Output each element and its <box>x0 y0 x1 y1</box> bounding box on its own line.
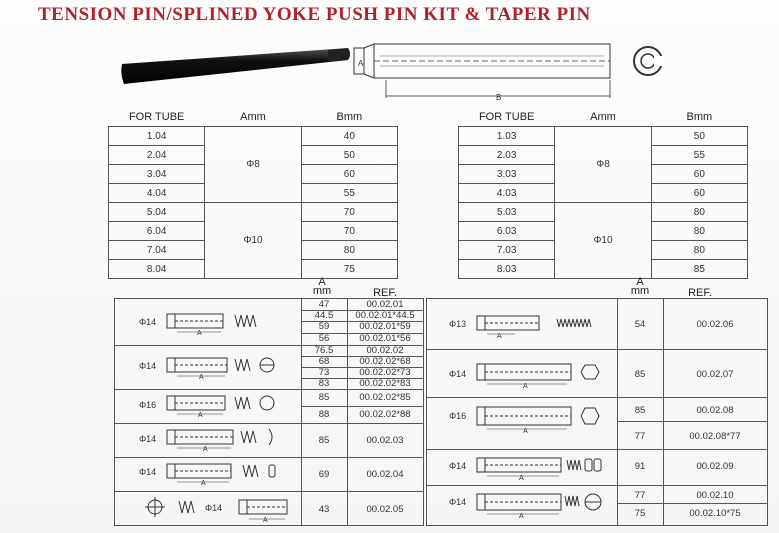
b-cell: 80 <box>651 222 747 241</box>
a-value: 69 <box>318 469 330 480</box>
svg-text:A: A <box>519 513 524 519</box>
b-cell: 60 <box>651 165 747 184</box>
a-value: 75 <box>634 508 646 519</box>
b-cell: 55 <box>651 146 747 165</box>
tube-cell: 8.03 <box>459 260 555 279</box>
mm-head-label: mm <box>630 285 650 297</box>
left-kit-ref-head: REF. <box>373 287 397 299</box>
diameter-label: Φ14 <box>449 497 467 507</box>
left-kit-panel <box>114 298 424 526</box>
left-tube-table <box>108 108 398 279</box>
diameter-label: Φ14 <box>139 317 157 327</box>
diameter-label: Φ13 <box>449 319 467 329</box>
b-cell: 55 <box>301 184 397 203</box>
right-tube-table <box>458 108 748 279</box>
a-value: 85 <box>318 392 330 403</box>
ref-value: 00.02.02*68 <box>359 356 411 367</box>
ref-value: 00.02.01*59 <box>359 321 411 332</box>
a-value: 76.5 <box>314 345 334 356</box>
a-value: 56 <box>318 333 330 344</box>
b-cell: 60 <box>301 165 397 184</box>
svg-text:A: A <box>519 475 524 481</box>
b-cell: 80 <box>651 241 747 260</box>
ref-value: 00.02.02*85 <box>359 392 411 403</box>
diameter-label: Φ16 <box>449 411 467 421</box>
a-head-label: A <box>318 276 326 288</box>
diameter-label: Φ16 <box>139 400 157 410</box>
ref-value: 00.02.02*73 <box>359 367 411 378</box>
b-cell: 80 <box>301 241 397 260</box>
a-value: 59 <box>318 321 330 332</box>
col-header: Amm <box>590 111 616 123</box>
col-header: Bmm <box>686 111 713 123</box>
a-head-label: A <box>636 276 644 288</box>
diameter-label: Φ14 <box>205 503 223 513</box>
ref-value: 00.02.01*44.5 <box>355 310 415 321</box>
svg-text:A: A <box>203 446 208 451</box>
a-value: 54 <box>634 319 646 330</box>
ref-value: 00.02.09 <box>696 461 734 472</box>
diameter-label: Φ14 <box>449 461 467 471</box>
a-value: 85 <box>634 369 646 380</box>
tube-cell: 2.04 <box>109 146 205 165</box>
tube-cell: 3.04 <box>109 165 205 184</box>
col-header: FOR TUBE <box>128 111 185 123</box>
ref-value: 00.02.02 <box>366 345 404 356</box>
kit-drawing <box>475 361 610 389</box>
tube-cell: 7.04 <box>109 241 205 260</box>
svg-text:A: A <box>198 412 203 417</box>
right-kit-a-head <box>620 278 660 296</box>
a-value: 83 <box>318 378 330 389</box>
svg-text:A: A <box>199 374 204 379</box>
a-value: 77 <box>634 490 646 501</box>
right-kit-panel <box>426 298 768 526</box>
a-cell: Φ8 <box>205 127 301 203</box>
tube-cell: 4.03 <box>459 184 555 203</box>
kit-drawing <box>165 355 295 379</box>
diameter-label: Φ14 <box>139 434 157 444</box>
kit-drawing <box>165 393 295 417</box>
tube-cell: 6.04 <box>109 222 205 241</box>
b-cell: 70 <box>301 203 397 222</box>
diameter-label: Φ14 <box>449 369 467 379</box>
b-cell: 50 <box>651 127 747 146</box>
diameter-label: Φ14 <box>139 361 157 371</box>
ref-value: 00.02.08 <box>696 405 734 416</box>
b-cell: 50 <box>301 146 397 165</box>
ref-value: 00.02.06 <box>696 319 734 330</box>
tube-cell: 1.03 <box>459 127 555 146</box>
tube-cell: 8.04 <box>109 260 205 279</box>
b-cell: 75 <box>301 260 397 279</box>
a-value: 47 <box>318 299 330 310</box>
dim-b-label: B <box>496 93 502 102</box>
a-value: 85 <box>634 405 646 416</box>
svg-text:A: A <box>497 333 502 339</box>
ref-value: 00.02.03 <box>366 435 404 446</box>
col-header: Amm <box>240 111 266 123</box>
tube-cell: 2.03 <box>459 146 555 165</box>
b-cell: 40 <box>301 127 397 146</box>
tube-cell: 6.03 <box>459 222 555 241</box>
a-value: 85 <box>318 435 330 446</box>
kit-drawing <box>165 461 295 485</box>
ref-value: 00.02.05 <box>366 504 404 515</box>
kit-drawing <box>475 313 610 339</box>
a-cell: Φ8 <box>555 127 651 203</box>
b-cell: 60 <box>651 184 747 203</box>
dim-a-label: A <box>358 59 364 68</box>
svg-text:A: A <box>263 517 268 523</box>
svg-text:A: A <box>201 480 206 485</box>
ref-value: 00.02.08*77 <box>689 431 741 442</box>
tension-pin-image <box>121 48 350 84</box>
tube-cell: 5.04 <box>109 203 205 222</box>
right-kit-ref-head: REF. <box>688 287 712 299</box>
col-header: FOR TUBE <box>478 111 535 123</box>
kit-drawing <box>475 455 615 481</box>
kit-drawing <box>475 491 615 519</box>
kit-drawing <box>475 403 610 433</box>
kit-drawing <box>165 311 295 335</box>
kit-drawing <box>165 427 295 451</box>
left-kit-a-head <box>302 278 342 296</box>
col-header: Bmm <box>336 111 363 123</box>
svg-text:A: A <box>523 428 528 433</box>
tube-cell: 5.03 <box>459 203 555 222</box>
a-value: 68 <box>318 356 330 367</box>
ref-value: 00.02.10 <box>696 490 734 501</box>
b-cell: 70 <box>301 222 397 241</box>
tube-cell: 4.04 <box>109 184 205 203</box>
ref-value: 00.02.01*56 <box>359 333 411 344</box>
b-cell: 85 <box>651 260 747 279</box>
ref-value: 00.02.02*83 <box>359 378 411 389</box>
a-value: 77 <box>634 431 646 442</box>
ref-value: 00.02.01 <box>366 299 404 310</box>
tube-cell: 7.03 <box>459 241 555 260</box>
ref-value: 00.02.10*75 <box>689 508 741 519</box>
svg-text:A: A <box>523 383 528 389</box>
a-cell: Φ10 <box>205 203 301 279</box>
mm-head-label: mm <box>312 285 332 297</box>
page-title: TENSION PIN/SPLINED YOKE PUSH PIN KIT & TAPER PIN <box>38 4 591 25</box>
b-cell: 80 <box>651 203 747 222</box>
ref-value: 00.02.02*88 <box>359 409 411 420</box>
a-value: 44.5 <box>314 310 334 321</box>
a-value: 88 <box>318 409 330 420</box>
tube-cell: 3.03 <box>459 165 555 184</box>
svg-text:A: A <box>197 330 202 335</box>
ref-value: 00.02.04 <box>366 469 404 480</box>
a-cell: Φ10 <box>555 203 651 279</box>
a-value: 43 <box>318 504 330 515</box>
tube-cell: 1.04 <box>109 127 205 146</box>
diameter-label: Φ14 <box>139 467 157 477</box>
pin-diagram <box>118 36 678 106</box>
a-value: 91 <box>634 461 646 472</box>
a-value: 73 <box>318 367 330 378</box>
ref-value: 00.02.07 <box>696 369 734 380</box>
